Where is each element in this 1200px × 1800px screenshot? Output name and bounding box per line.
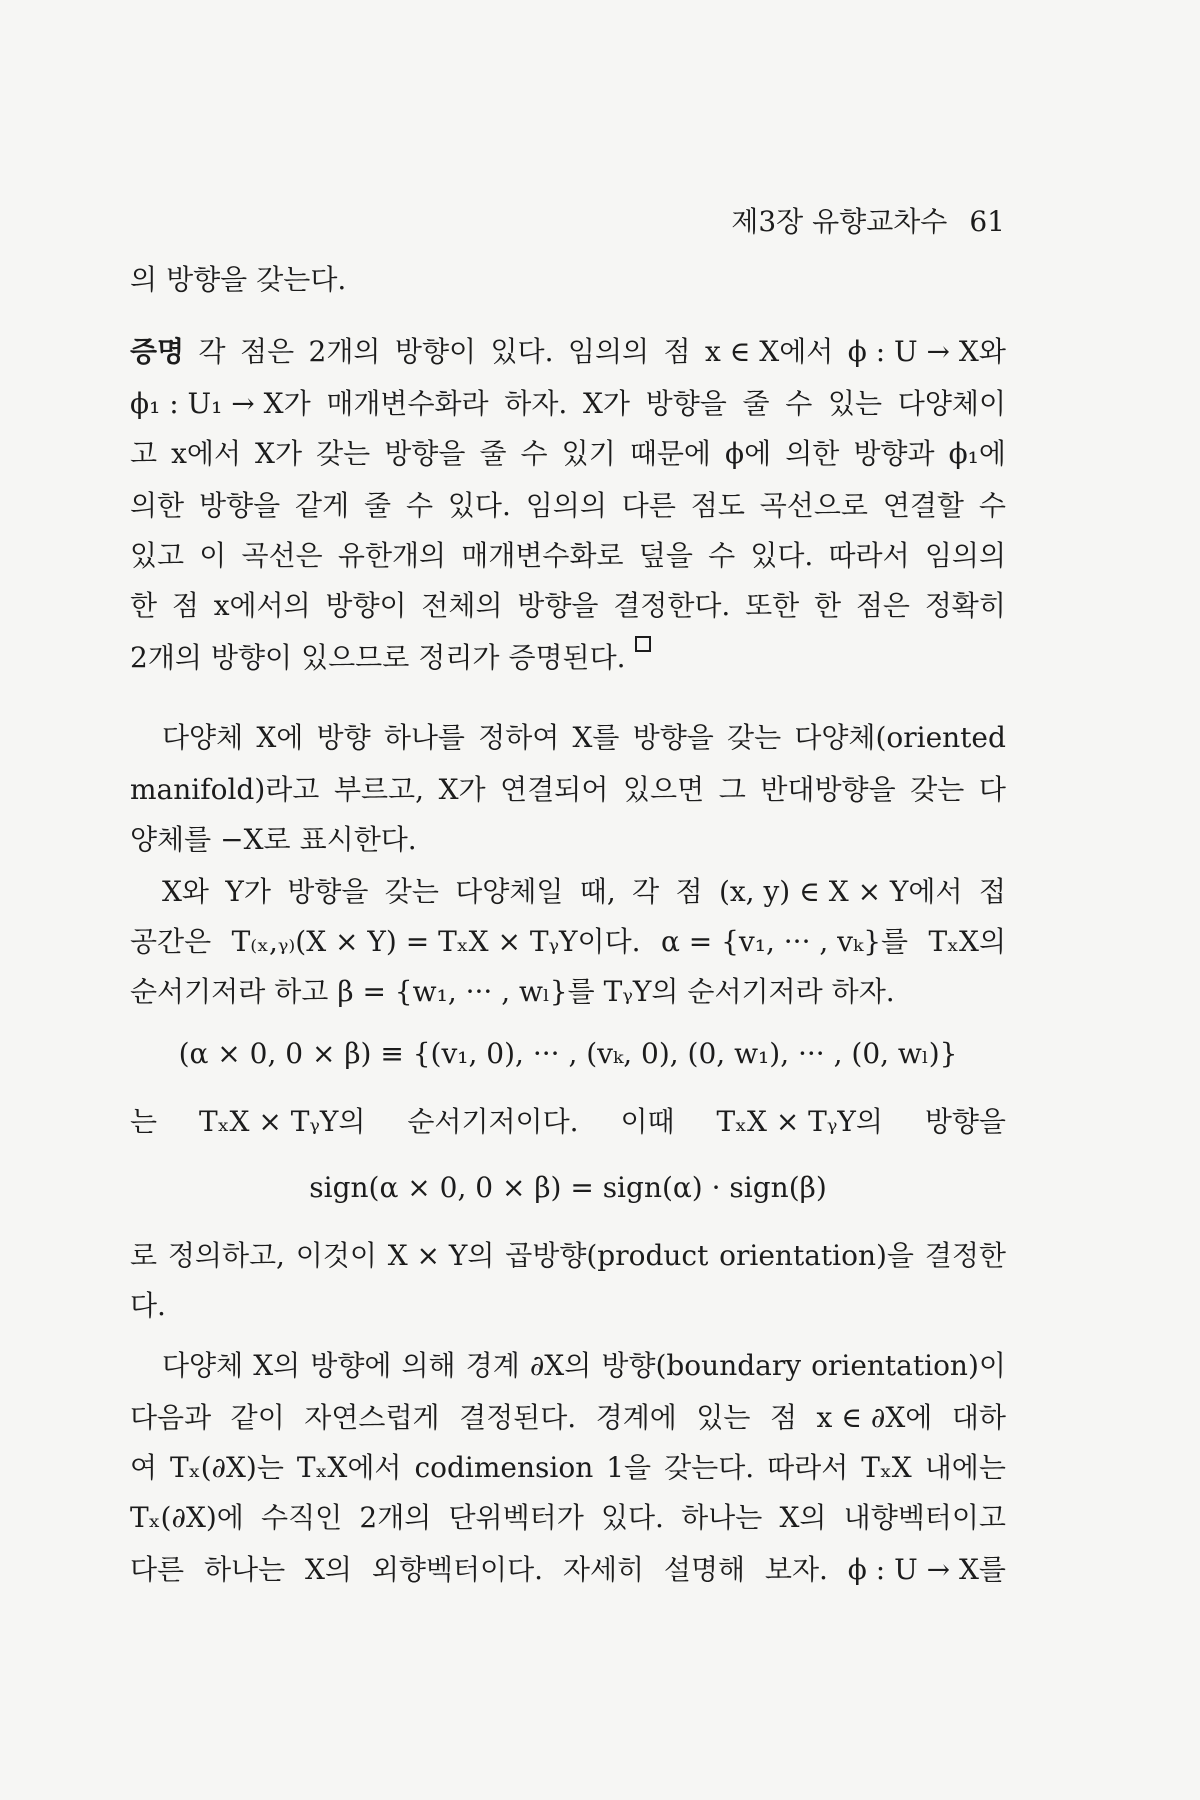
- text-line: [130, 768, 1006, 812]
- word: 정의하고,: [167, 1239, 285, 1272]
- word: 방향이: [325, 589, 407, 622]
- word: 연결되어: [500, 773, 609, 806]
- word: 갖는다.: [664, 1451, 755, 1484]
- word: 2개의: [130, 641, 202, 674]
- word: x ∈ ∂X에: [816, 1401, 933, 1434]
- word: 정리가: [418, 641, 500, 674]
- word: 점: [171, 589, 199, 622]
- word: TᵧY의: [603, 975, 679, 1008]
- text-line: [130, 1100, 1006, 1144]
- word: Y가: [225, 875, 271, 908]
- word: 대하: [951, 1401, 1006, 1434]
- word: 한: [813, 589, 842, 622]
- word: 매개변수화라: [326, 387, 489, 420]
- word: 수: [978, 489, 1006, 522]
- word: 따라서: [767, 1451, 849, 1484]
- word: 따라서: [828, 539, 910, 572]
- text-line: [130, 484, 1006, 528]
- text-line: [162, 870, 1006, 914]
- word: 같게: [295, 489, 350, 522]
- word: orientation)이: [811, 1349, 1006, 1382]
- word: 매개변수화로: [461, 539, 624, 572]
- word: X의: [304, 1553, 352, 1586]
- word: 점은: [855, 589, 910, 622]
- word: ϕ : U → X를: [847, 1553, 1006, 1586]
- word: 다양체(oriented: [794, 721, 1006, 754]
- text-line: [130, 636, 1006, 680]
- word: orientation)을: [719, 1239, 914, 1272]
- word: 곡선으로: [759, 489, 868, 522]
- word: β = {w₁, ··· , wₗ}를: [337, 975, 595, 1008]
- word: ϕ : U → X와: [847, 335, 1006, 368]
- word: X의: [779, 1501, 827, 1534]
- word: 보자.: [764, 1553, 828, 1586]
- text-line: [130, 1446, 1006, 1490]
- word: 방향을: [198, 489, 281, 522]
- word: 수: [785, 387, 813, 420]
- word: X에: [256, 721, 304, 754]
- word: 줄: [479, 437, 507, 470]
- page-number: 61: [969, 205, 1005, 238]
- word: ∂X의: [529, 1349, 592, 1382]
- word: 수: [520, 437, 548, 470]
- word: 경계: [465, 1349, 520, 1382]
- text-line: [130, 1234, 1006, 1278]
- word: X × Y의: [387, 1239, 495, 1272]
- word: 방향을: [384, 437, 466, 470]
- word: 있는: [696, 1401, 751, 1434]
- word: 하나는: [681, 1501, 763, 1534]
- word: 각: [198, 335, 226, 368]
- word: 자세히: [562, 1553, 645, 1586]
- word: T₍ₓ,ᵧ₎(X × Y) = TₓX × TᵧY이다.: [231, 925, 641, 958]
- word: X가: [255, 437, 303, 470]
- word: 점은: [240, 335, 295, 368]
- word: 외향벡터이다.: [371, 1553, 544, 1586]
- word: X와: [162, 875, 209, 908]
- word: 결정한: [924, 1239, 1006, 1272]
- text-line: [130, 258, 1006, 302]
- word: 의해: [401, 1349, 456, 1382]
- word: TₓX × TᵧY의: [198, 1105, 366, 1138]
- word: 다.: [130, 1289, 166, 1322]
- word: 하자.: [504, 387, 568, 420]
- word: 유한개의: [337, 539, 447, 572]
- word: 갖는: [727, 721, 782, 754]
- word: X가: [582, 387, 630, 420]
- word: 다른: [621, 489, 676, 522]
- word: 방향이: [210, 641, 293, 674]
- word: 순서기저라: [130, 975, 266, 1008]
- word: 있으므로: [301, 641, 410, 674]
- word: x ∈ X에서: [704, 335, 834, 368]
- word: 있다.: [750, 539, 814, 572]
- word: 의한: [785, 437, 840, 470]
- word: 점: [663, 335, 691, 368]
- text-line: [130, 1548, 1006, 1592]
- text-line: [162, 1344, 1006, 1388]
- text-line: [130, 970, 1006, 1014]
- word: 있다.: [447, 489, 511, 522]
- word: 2개의: [308, 335, 381, 368]
- word: 줄: [364, 489, 392, 522]
- word: 임의의: [567, 335, 650, 368]
- word: 다른: [130, 1553, 185, 1586]
- word: 연결할: [882, 489, 964, 522]
- word: 하나는: [203, 1553, 286, 1586]
- word: 다음과: [130, 1401, 212, 1434]
- word: 방향을: [924, 1105, 1006, 1138]
- word: 이때: [620, 1105, 675, 1138]
- word: Tₓ(∂X)는: [170, 1451, 284, 1484]
- proof-label: 증명: [130, 335, 185, 368]
- word: 그: [718, 773, 746, 806]
- word: 여: [130, 1451, 158, 1484]
- word: 고: [130, 437, 158, 470]
- word: X의: [253, 1349, 301, 1382]
- word: 덮을: [638, 539, 693, 572]
- word: 결정된다.: [459, 1401, 577, 1434]
- word: 있으면: [622, 773, 705, 806]
- text-line: [130, 818, 1006, 862]
- word: 는: [130, 1105, 158, 1138]
- word: 갖는다.: [256, 263, 347, 296]
- text-line: [130, 1284, 1006, 1328]
- word: 때,: [579, 875, 616, 908]
- word: 수: [708, 539, 736, 572]
- word: −X로: [220, 823, 291, 856]
- word: 로: [130, 1239, 158, 1272]
- word: 수: [405, 489, 433, 522]
- word: 내에는: [924, 1451, 1006, 1484]
- word: 곡선은: [241, 539, 323, 572]
- word: 다양체이: [897, 387, 1006, 420]
- word: 순서기저이다.: [407, 1105, 579, 1138]
- word: manifold)라고: [130, 773, 320, 806]
- word: 있는: [828, 387, 883, 420]
- equation-ordered-basis: (α × 0, 0 × β) ≡ {(v₁, 0), ··· , (vₖ, 0), (0, w₁), ··· , (0, wₗ)}: [178, 1037, 958, 1070]
- word: 표시한다.: [299, 823, 417, 856]
- word: 이것이: [295, 1239, 377, 1272]
- word: x에서의: [213, 589, 311, 622]
- word: 하고: [274, 975, 329, 1008]
- word: 점: [769, 1401, 798, 1434]
- chapter-title: 제3장 유향교차수: [731, 205, 948, 238]
- running-header: [700, 200, 1005, 244]
- text-line: [130, 382, 1006, 426]
- word: 반대방향을: [760, 773, 896, 806]
- word: 하자.: [831, 975, 895, 1008]
- word: 점: [675, 875, 703, 908]
- word: 방향이: [394, 335, 477, 368]
- word: 같이: [230, 1401, 285, 1434]
- word: ϕ에: [725, 437, 772, 470]
- word: Tₓ(∂X)에: [130, 1501, 244, 1534]
- word: 임의의: [525, 489, 607, 522]
- word: 있다.: [600, 1501, 664, 1534]
- word: 자연스럽게: [304, 1401, 440, 1434]
- word: 방향을: [517, 589, 599, 622]
- word: 설명해: [663, 1553, 746, 1586]
- word: 다: [978, 773, 1006, 806]
- word: 증명된다.: [508, 641, 626, 674]
- word: 한: [130, 589, 158, 622]
- word: 방향에: [310, 1349, 392, 1382]
- word: 방향: [316, 721, 371, 754]
- word: 각: [632, 875, 660, 908]
- text-line: [130, 534, 1006, 578]
- word: 갖는: [384, 875, 439, 908]
- equation-sign-product: sign(α × 0, 0 × β) = sign(α) · sign(β): [309, 1171, 827, 1204]
- word: ϕ₁ : U₁ → X가: [130, 387, 311, 420]
- word: 정하여: [478, 721, 560, 754]
- text-line: [130, 1496, 1006, 1540]
- word: TₓX × TᵧY의: [716, 1105, 883, 1138]
- word: 있고: [130, 539, 185, 572]
- word: 부르고,: [333, 773, 424, 806]
- word: 정확히: [924, 589, 1006, 622]
- word: TₓX에서: [296, 1451, 402, 1484]
- word: 1을: [606, 1451, 652, 1484]
- word: 결정한다.: [613, 589, 731, 622]
- word: 의한: [130, 489, 185, 522]
- text-line: [130, 1396, 1006, 1440]
- word: X를: [572, 721, 620, 754]
- word: α = {v₁, ··· , vₖ}를: [660, 925, 909, 958]
- word: 공간은: [130, 925, 212, 958]
- word: 접: [978, 875, 1006, 908]
- word: 다양체: [162, 1349, 244, 1382]
- word: 방향을: [166, 263, 248, 296]
- word: 방향을: [645, 387, 727, 420]
- word: TₓX의: [928, 925, 1006, 958]
- word: 갖는: [316, 437, 371, 470]
- word: 의: [130, 263, 158, 296]
- qed-square-icon: [635, 636, 651, 652]
- word: codimension: [414, 1451, 594, 1484]
- word: 방향을: [632, 721, 714, 754]
- word: 수직인: [261, 1501, 343, 1534]
- text-line: [130, 920, 1006, 964]
- word: 하나를: [383, 721, 465, 754]
- word: 이: [199, 539, 227, 572]
- word: 전체의: [421, 589, 503, 622]
- word: 점도: [690, 489, 745, 522]
- word: 임의의: [924, 539, 1006, 572]
- word: X가: [438, 773, 486, 806]
- word: (x, y) ∈ X × Y에서: [718, 875, 963, 908]
- text-line: [130, 584, 1006, 628]
- word: 또한: [745, 589, 800, 622]
- word: 다양체: [162, 721, 244, 754]
- word: 줄: [742, 387, 770, 420]
- word: 다양체일: [455, 875, 564, 908]
- text-line: [162, 716, 1006, 760]
- word: 때문에: [629, 437, 711, 470]
- word: TₓX: [861, 1451, 912, 1484]
- word: 2개의: [359, 1501, 432, 1534]
- word: 단위벡터가: [448, 1501, 584, 1534]
- word: 내향벡터이고: [843, 1501, 1006, 1534]
- word: 방향을: [287, 875, 369, 908]
- text-line: [130, 432, 1006, 476]
- word: 갖는: [910, 773, 965, 806]
- word: ϕ₁에: [948, 437, 1006, 470]
- word: 있다.: [490, 335, 554, 368]
- word: 경계에: [595, 1401, 677, 1434]
- word: 양체를: [130, 823, 212, 856]
- word: 있기: [561, 437, 616, 470]
- text-line: [130, 330, 1006, 374]
- word: 방향(boundary: [601, 1349, 802, 1382]
- word: x에서: [171, 437, 241, 470]
- word: 순서기저라: [687, 975, 823, 1008]
- word: 방향과: [853, 437, 935, 470]
- word: 곱방향(product: [505, 1239, 709, 1272]
